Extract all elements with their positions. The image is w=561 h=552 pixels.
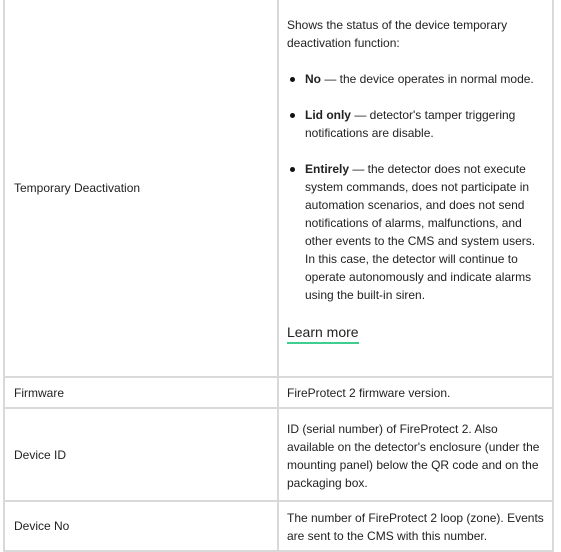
option-term: Lid only: [304, 108, 351, 122]
setting-description: The number of FireProtect 2 loop (zone). Events are sent to the CMS with this number.: [278, 501, 553, 551]
setting-name: Device ID: [4, 408, 278, 501]
table-row-device-no: [4, 501, 553, 551]
option-text: — the detector does not execute system commands, does not participate in automation scenarios, and does not send notifications of alarms, malfunctions, and other events to the CMS and system users. In this case, the detector will continue to operate autonomously and indicate alarms using the built-in siren.: [304, 162, 536, 302]
learn-more-link[interactable]: Learn more: [287, 324, 359, 344]
setting-name: Device No: [4, 501, 278, 551]
option-term: Entirely: [304, 162, 349, 176]
table-row-firmware: [4, 377, 553, 408]
option-item-entirely: [287, 160, 544, 304]
option-term: No: [304, 72, 321, 86]
option-text: — the device operates in normal mode.: [320, 72, 534, 86]
option-item-no: [287, 70, 544, 88]
option-text: — detector's tamper triggering notifications are disable.: [304, 108, 516, 140]
settings-table: [3, 0, 554, 552]
setting-name: Temporary Deactivation: [4, 0, 278, 377]
description-intro: Shows the status of the device temporary deactivation function:: [286, 18, 508, 50]
option-list: [287, 70, 544, 304]
table-row-temporary-deactivation: [4, 0, 553, 377]
setting-name: Firmware: [4, 377, 278, 408]
setting-description: ID (serial number) of FireProtect 2. Also available on the detector's enclosure (under the mounting panel) below the QR code and on the packaging box.: [278, 408, 553, 501]
setting-description: FireProtect 2 firmware version.: [278, 377, 553, 408]
table-row-device-id: [4, 408, 553, 501]
setting-description: [278, 0, 553, 377]
option-item-lid-only: [287, 106, 544, 142]
